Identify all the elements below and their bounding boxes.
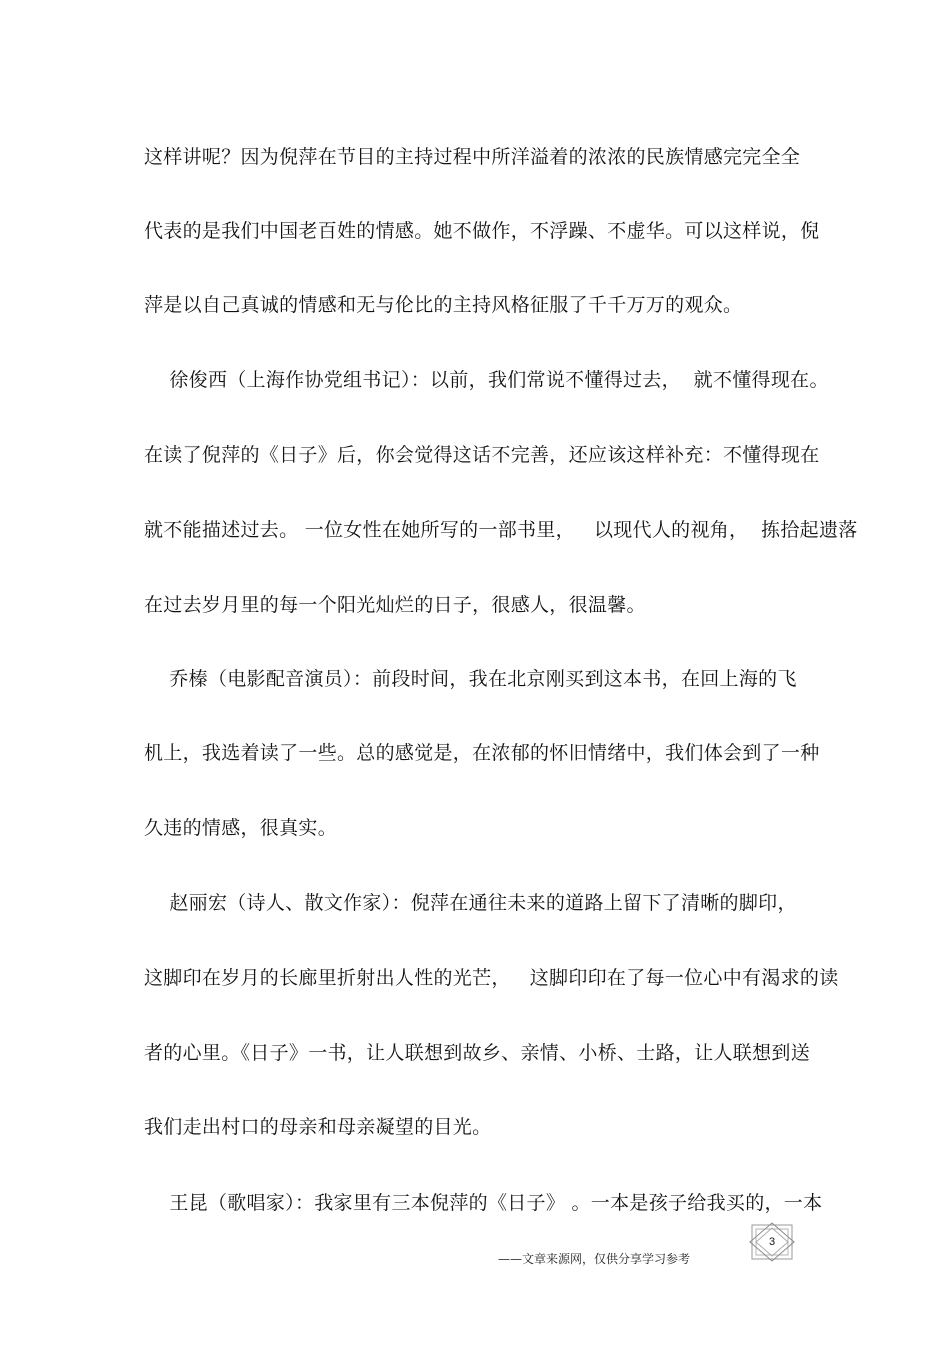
text-line: 机上，我选着读了一些。总的感觉是，在浓郁的怀旧情绪中，我们体会到了一种 [144,742,820,764]
text-line: 萍是以自己真诚的情感和无与伦比的主持风格征服了千千万万的观众。 [144,294,743,316]
text-line: 在读了倪萍的《日子》后，你会觉得这话不完善，还应该这样补充：不懂得现在 [144,444,820,466]
text-line: 王昆（歌唱家）：我家里有三本倪萍的《日子》 。一本是孩子给我买的，一本 [144,1192,823,1214]
text-line: 久违的情感，很真实。 [144,817,338,839]
text-line: 就不能描述过去。 一位女性在她所写的一部书里， 以现代人的视角， 拣拾起遗落 [144,519,858,541]
text-line: 赵丽宏（诗人、散文作家）：倪萍在通往未来的道路上留下了清晰的脚印， [144,892,797,914]
text-line: 这脚印在岁月的长廊里折射出人性的光芒， 这脚印印在了每一位心中有渴求的读 [144,967,839,989]
text-line: 乔榛（电影配音演员）：前段时间，我在北京刚买到这本书，在回上海的飞 [144,668,797,690]
text-line: 在过去岁月里的每一个阳光灿烂的日子，很感人，很温馨。 [144,594,646,616]
text-line: 我们走出村口的母亲和母亲凝望的目光。 [144,1116,492,1138]
source-note: ——文章来源网，仅供分享学习参考 [498,1252,691,1266]
text-line: 者的心里。《日子》一书，让人联想到故乡、亲情、小桥、士路，让人联想到送 [144,1042,811,1064]
text-line: 徐俊西（上海作协党组书记）：以前，我们常说不懂得过去， 就不懂得现在。 [144,369,829,391]
page-number: 3 [768,1236,776,1248]
text-line: 这样讲呢？因为倪萍在节目的主持过程中所洋溢着的浓浓的民族情感完完全全 [144,146,801,168]
page-number-badge [748,1222,796,1262]
text-line: 代表的是我们中国老百姓的情感。她不做作，不浮躁、不虚华。可以这样说，倪 [144,220,820,242]
